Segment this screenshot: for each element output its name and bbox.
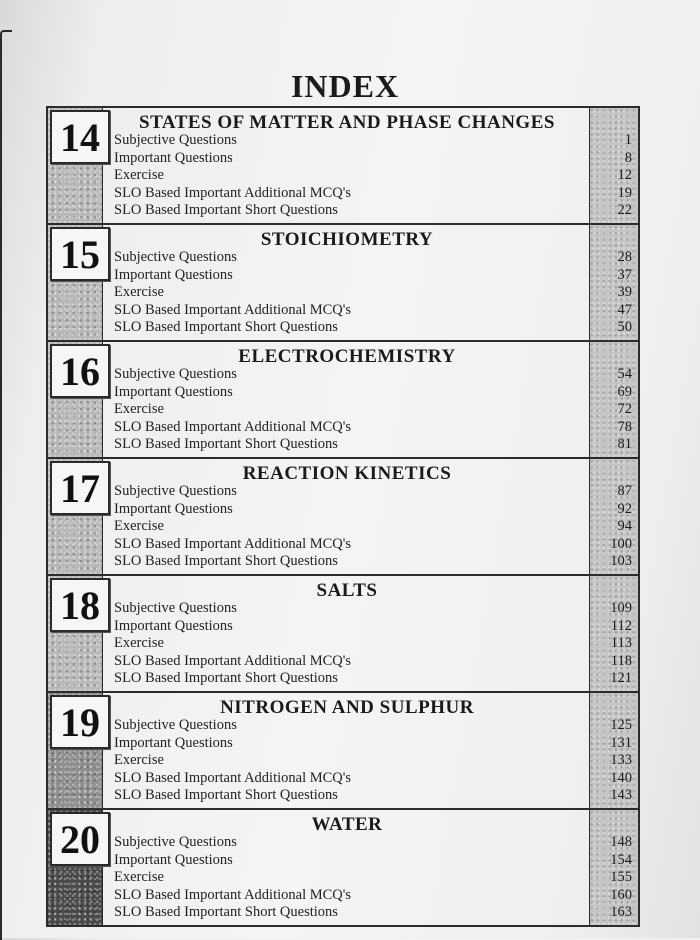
topic-page-number: 118 [610,652,632,669]
chapter-block [46,574,640,693]
topic-item: SLO Based Important Additional MCQ's [114,886,352,903]
topic-item: SLO Based Important Short Questions [114,904,338,921]
topic-item: Subjective Questions [114,249,237,265]
page-number-list [590,834,638,922]
topic-list [114,366,586,454]
chapter-title: ELECTROCHEMISTRY [238,346,456,367]
chapter-block [46,106,640,225]
topic-item: Exercise [114,869,164,886]
topic-item: SLO Based Important Short Questions [114,670,338,687]
topic-item: Important Questions [114,383,233,400]
chapter-block [46,340,640,459]
topic-item: Important Questions [114,734,233,751]
topic-item: SLO Based Important Additional MCQ's [114,418,352,435]
page-number-list [590,132,638,220]
topic-item: SLO Based Important Short Questions [114,436,338,453]
topic-item: Exercise [114,635,164,652]
chapter-title: STOICHIOMETRY [260,229,434,250]
topic-page-number: 81 [617,436,632,453]
topic-page-number: 163 [610,904,632,921]
topic-page-number: 113 [610,635,632,652]
topic-page-number: 19 [617,184,632,201]
chapter-number: 16 [50,344,110,398]
topic-page-number: 12 [617,167,632,184]
topic-item: SLO Based Important Additional MCQ's [114,184,352,201]
topic-page-number: 140 [610,769,632,786]
topic-page-number: 92 [617,500,632,517]
topic-page-number: 143 [610,787,632,804]
topic-item: Subjective Questions [114,834,237,850]
topic-page-number: 109 [610,600,632,616]
topic-item: Important Questions [114,149,233,166]
chapter-block [46,691,640,810]
topic-list [114,600,586,688]
page-number-list [590,483,638,571]
topic-page-number: 54 [617,366,632,382]
topic-item: Important Questions [114,266,233,283]
chapter-number: 20 [50,812,110,866]
page-number-list [590,717,638,805]
topic-item: Subjective Questions [114,366,237,382]
topic-item: SLO Based Important Short Questions [114,202,338,219]
page-number-list [590,249,638,337]
topic-item: Exercise [114,284,164,301]
topic-page-number: 133 [610,752,632,769]
chapter-title: WATER [311,814,383,835]
topic-list [114,483,586,571]
chapter-block [46,808,640,927]
index-table [46,106,640,927]
chapter-number: 14 [50,110,110,164]
topic-item: SLO Based Important Additional MCQ's [114,769,352,786]
topic-page-number: 22 [617,202,632,219]
chapter-title: NITROGEN AND SULPHUR [220,697,474,718]
topic-item: Exercise [114,401,164,418]
topic-page-number: 148 [610,834,632,850]
topic-item: SLO Based Important Short Questions [114,787,338,804]
topic-item: Subjective Questions [114,600,237,616]
chapter-number: 17 [50,461,110,515]
topic-item: Exercise [114,518,164,535]
topic-page-number: 131 [610,734,632,751]
topic-item: Subjective Questions [114,483,237,499]
topic-page-number: 121 [610,670,632,687]
topic-page-number: 37 [617,266,632,283]
chapter-number: 19 [50,695,110,749]
topic-page-number: 47 [617,301,632,318]
topic-list [114,717,586,805]
topic-page-number: 28 [617,249,632,265]
topic-item: SLO Based Important Additional MCQ's [114,301,352,318]
page-number-list [590,366,638,454]
topic-item: SLO Based Important Short Questions [114,553,338,570]
page-title: INDEX [290,68,400,104]
chapter-number: 18 [50,578,110,632]
chapter-title: REACTION KINETICS [242,463,452,484]
topic-list [114,249,586,337]
chapter-number: 15 [50,227,110,281]
topic-page-number: 155 [610,869,632,886]
topic-item: SLO Based Important Additional MCQ's [114,652,352,669]
topic-page-number: 1 [624,132,632,148]
topic-page-number: 154 [610,851,632,868]
topic-list [114,834,586,922]
topic-item: Important Questions [114,851,233,868]
topic-page-number: 72 [617,401,632,418]
topic-item: Exercise [114,752,164,769]
chapter-title: STATES OF MATTER AND PHASE CHANGES [139,112,555,133]
book-spine-edge [0,30,12,940]
topic-page-number: 103 [610,553,632,570]
topic-page-number: 78 [617,418,632,435]
topic-item: Subjective Questions [114,132,237,148]
topic-item: Exercise [114,167,164,184]
topic-item: Important Questions [114,500,233,517]
topic-page-number: 94 [617,518,632,535]
topic-item: SLO Based Important Additional MCQ's [114,535,352,552]
topic-item: Important Questions [114,617,233,634]
chapter-block [46,457,640,576]
topic-item: Subjective Questions [114,717,237,733]
topic-page-number: 8 [624,149,632,166]
page-number-list [590,600,638,688]
topic-page-number: 160 [610,886,632,903]
topic-page-number: 100 [610,535,632,552]
chapter-block [46,223,640,342]
topic-page-number: 87 [617,483,632,499]
topic-page-number: 39 [617,284,632,301]
topic-page-number: 125 [610,717,632,733]
topic-item: SLO Based Important Short Questions [114,319,338,336]
topic-page-number: 69 [617,383,632,400]
topic-page-number: 112 [610,617,632,634]
chapter-title: SALTS [316,580,378,601]
topic-page-number: 50 [617,319,632,336]
topic-list [114,132,586,220]
